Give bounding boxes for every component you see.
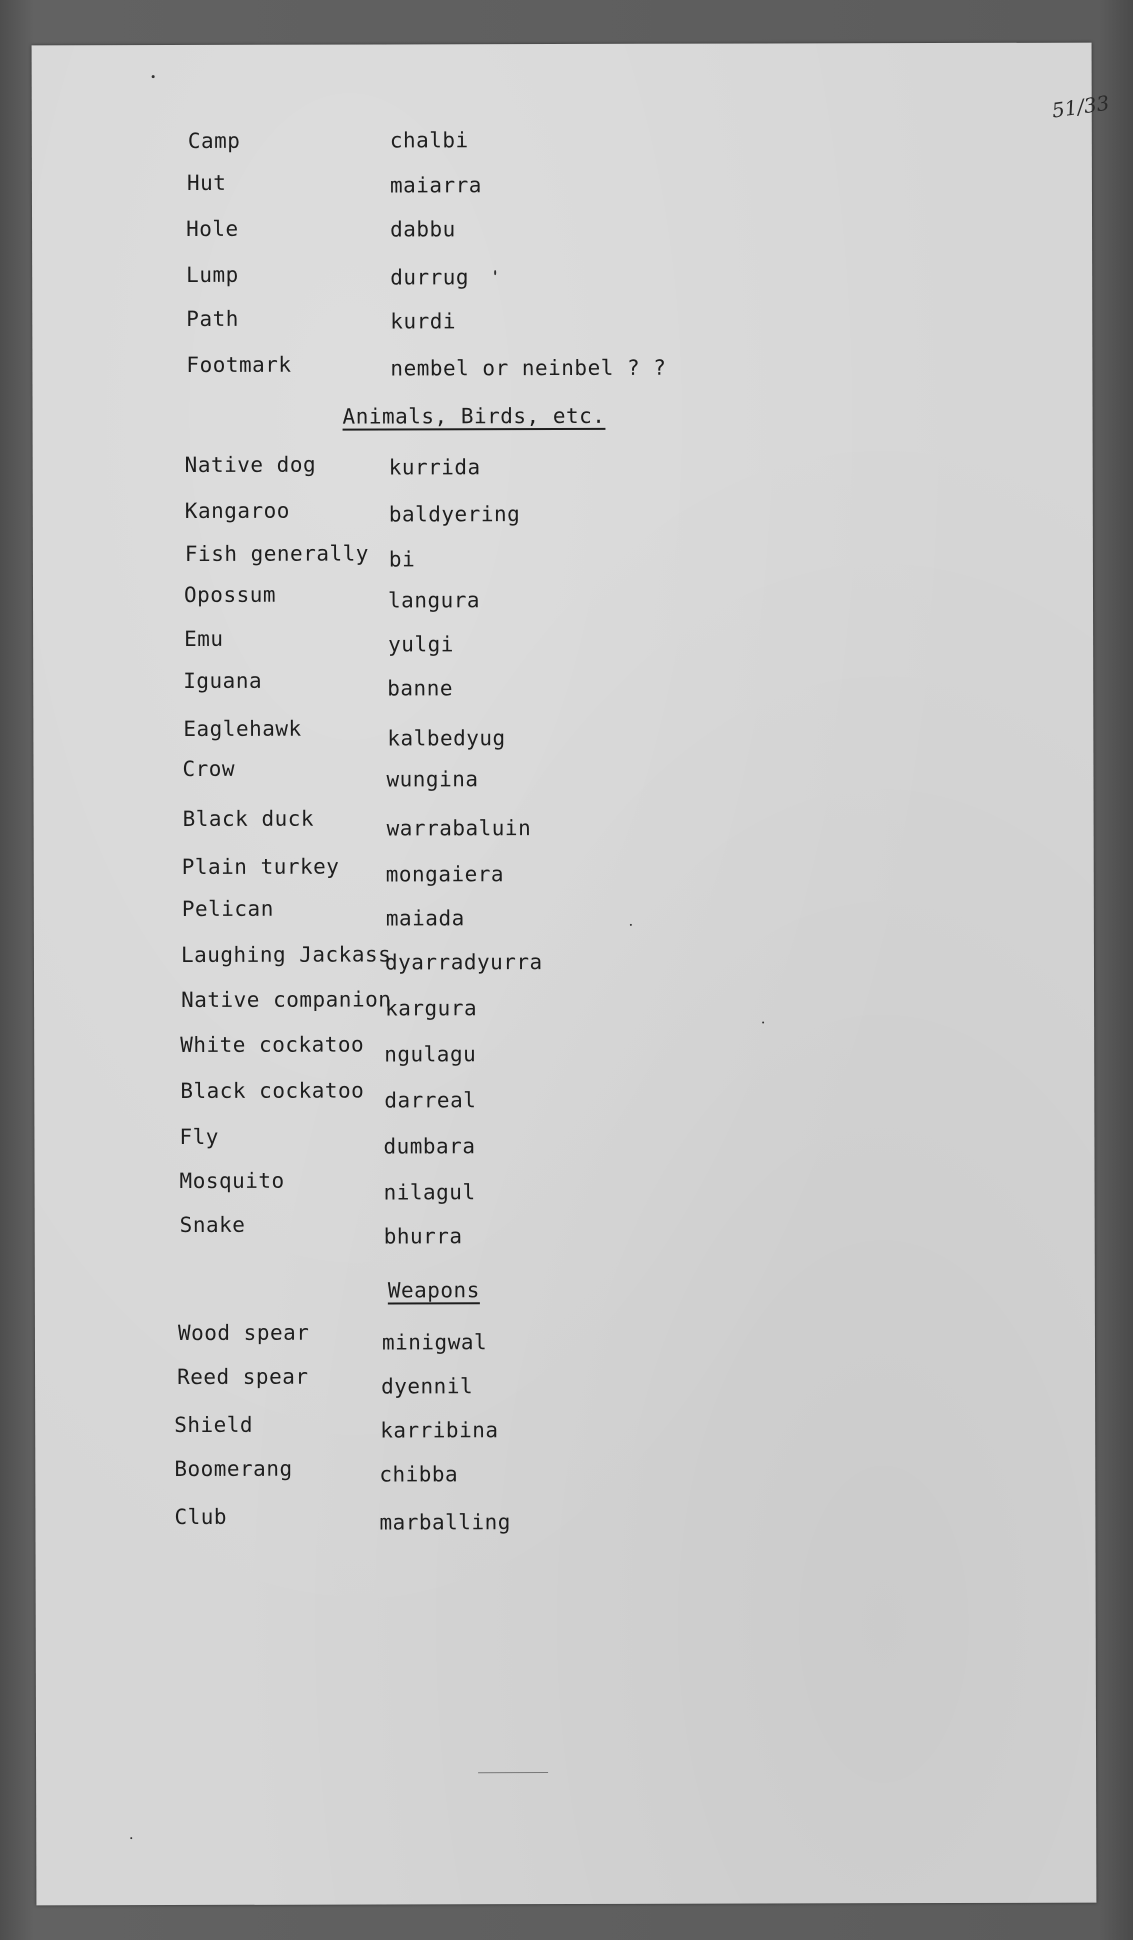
english-word: Iguana [183,668,263,693]
english-word: Snake [179,1212,246,1238]
native-word: chibba [379,1462,459,1487]
paper-speck [762,1021,764,1023]
english-word: Mosquito [179,1168,285,1194]
english-word: Native companion [181,987,392,1013]
english-word: Opossum [183,582,277,607]
native-word: nilagul [383,1180,476,1205]
english-word: Kangaroo [184,498,290,523]
section-heading-weapons: Weapons [387,1278,480,1303]
english-word: Hut [186,170,227,195]
native-word: wungina [386,767,479,792]
english-word: Plain turkey [181,854,340,880]
english-word: Lump [186,262,239,287]
native-word: baldyering [388,502,521,527]
native-word: dabbu [390,217,456,242]
native-word: dyennil [381,1374,474,1399]
english-word: Crow [182,756,236,781]
native-word: kurrida [388,455,481,480]
native-word: maiada [385,906,465,931]
typescript-page [32,43,1111,1906]
native-word: langura [387,588,481,613]
paper-speck [478,1772,548,1773]
english-word: Emu [184,626,224,651]
native-word: dyarradyurra [384,950,543,975]
english-word: Black duck [182,806,315,831]
english-word: Laughing Jackass [180,942,392,968]
native-word: kalbedyug [387,726,506,751]
native-word: yulgi [388,632,454,657]
native-word: kurdi [390,309,457,334]
native-word: ngulagu [384,1042,477,1067]
english-word: Fly [179,1124,219,1150]
english-word: White cockatoo [180,1032,365,1058]
english-word: Fish generally [184,541,369,566]
english-word: Eaglehawk [183,716,302,741]
english-word: Club [174,1504,228,1530]
native-word: durrug [390,265,470,290]
folio-number: 51/33 [1050,90,1111,123]
native-word: chalbi [389,128,469,153]
native-word: bhurra [383,1224,463,1249]
english-word: Boomerang [174,1456,293,1482]
native-word: karribina [380,1418,499,1443]
english-word: Path [186,306,239,331]
native-word: mongaiera [385,862,505,887]
english-word: Reed spear [177,1364,309,1390]
native-word: bi [388,547,416,572]
native-word: warrabaluin [386,816,532,841]
native-word: maiarra [389,173,482,198]
paper-speck [152,75,155,78]
native-word: dumbara [383,1134,476,1159]
native-word: minigwal [381,1330,488,1355]
english-word: Shield [174,1412,254,1438]
native-word: banne [387,676,454,701]
native-word: darreal [384,1088,477,1113]
native-word: kargura [385,996,478,1021]
native-word: nembel or neinbel ? ? [390,355,667,381]
english-word: Camp [187,128,241,153]
english-word: Native dog [184,452,317,477]
english-word: Pelican [181,896,274,922]
paper-speck [130,1837,132,1839]
section-heading-animals: Animals, Birds, etc. [342,403,606,429]
paper-speck [494,270,496,275]
paper-speck [630,924,632,926]
english-word: Wood spear [177,1320,310,1346]
english-word: Footmark [186,352,292,377]
english-word: Hole [186,216,239,241]
english-word: Black cockatoo [180,1078,365,1104]
native-word: marballing [379,1510,511,1535]
